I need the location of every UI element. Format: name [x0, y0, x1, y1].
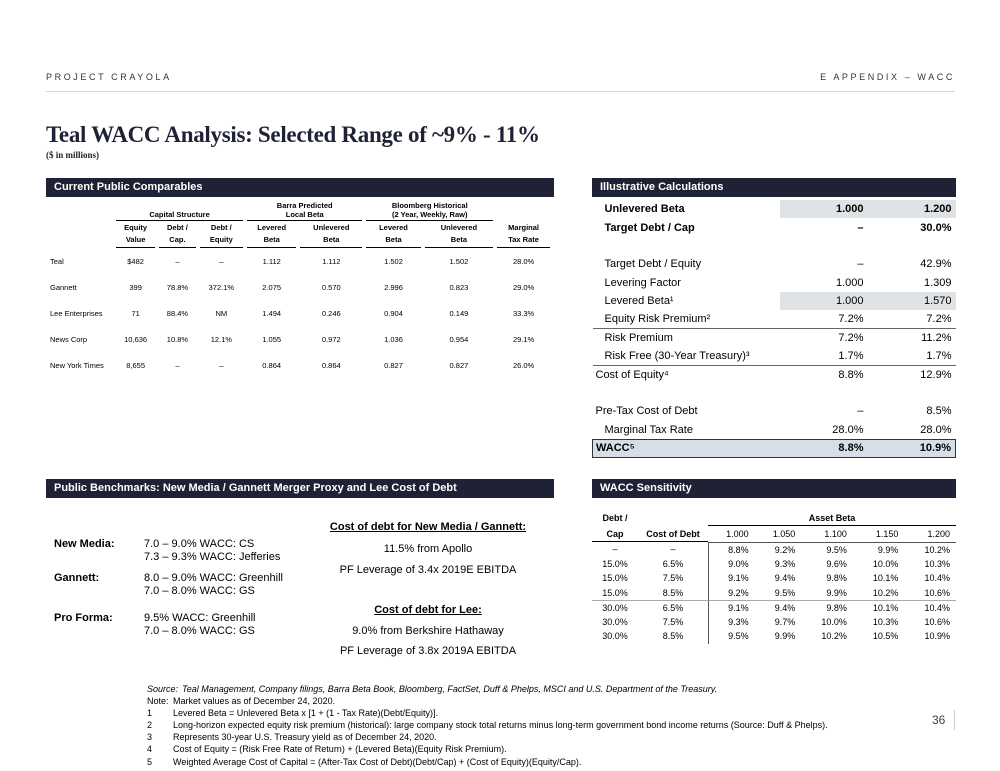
sensitivity-value: 9.8%	[801, 600, 853, 615]
table-row	[50, 300, 550, 326]
footnote: 3 Represents 30-year U.S. Treasury yield as of December 24, 2020.	[147, 732, 437, 743]
sensitivity-value: 9.6%	[826, 558, 847, 569]
company-name: New York Times	[50, 360, 104, 370]
sensitivity-value: 10.1%	[872, 573, 899, 584]
comparables-header: Current Public Comparables	[46, 178, 554, 197]
calc-row	[593, 347, 956, 365]
sensitivity-value: 10.5%	[872, 631, 899, 642]
column-header: Equity Value	[116, 221, 155, 248]
table-cell: 10.8%	[166, 334, 189, 344]
sensitivity-row	[592, 571, 956, 586]
sensitivity-value: 9.5%	[774, 587, 796, 598]
sensitivity-value: 10.0%	[872, 558, 899, 569]
calc-value: 1.7%	[838, 350, 864, 363]
sensitivity-input: 15.0%	[602, 573, 628, 584]
calc-value: 8.8%	[780, 439, 868, 457]
table-row	[50, 326, 550, 352]
table-cell: 0.954	[449, 334, 469, 344]
page-title: Teal WACC Analysis: Selected Range of ~9% - 11%	[46, 122, 540, 147]
calc-row	[593, 218, 956, 236]
sensitivity-input: 6.5%	[662, 558, 684, 569]
table-cell: 399	[129, 282, 142, 292]
sensitivity-row	[592, 600, 956, 615]
sensitivity-value: 10.1%	[853, 600, 905, 615]
column-header: Levered Beta	[247, 221, 296, 248]
calc-label: Risk Free (30-Year Treasury)³	[604, 350, 750, 363]
calc-label: Levered Beta¹	[604, 295, 674, 308]
beta-header: 1.150	[875, 529, 899, 539]
table-cell: NM	[215, 308, 228, 318]
calc-row	[593, 329, 956, 347]
cost-of-debt-line: 9.0% from Berkshire Hathaway	[352, 625, 504, 637]
sensitivity-value: 10.9%	[924, 631, 950, 642]
calc-value: 1.000	[780, 292, 868, 310]
table-cell: $482	[127, 256, 144, 266]
calc-row	[593, 310, 956, 328]
sensitivity-input: 15.0%	[602, 587, 628, 598]
beta-header: 1.200	[927, 529, 950, 539]
sensitivity-value: 9.3%	[708, 615, 755, 630]
benchmark-label: New Media:	[54, 538, 115, 550]
calc-label	[593, 237, 780, 255]
sensitivity-value: 9.9%	[826, 587, 847, 598]
table-cell: 8,655	[126, 360, 145, 370]
calculations-table	[592, 200, 956, 458]
section-label: E APPENDIX – WACC	[820, 72, 955, 82]
table-cell: 0.904	[384, 308, 403, 318]
table-cell: 88.4%	[166, 308, 189, 318]
sensitivity-row	[592, 542, 956, 557]
beta-header: 1.000	[726, 529, 749, 539]
calc-value: –	[857, 221, 864, 234]
sensitivity-value: 10.3%	[924, 558, 950, 569]
sensitivity-value: 9.9%	[774, 631, 796, 642]
col-debt-cap: Cap	[592, 526, 638, 542]
calc-value: 30.0%	[920, 221, 952, 234]
calc-label: Target Debt / Cap	[604, 221, 695, 234]
sensitivity-input: 7.5%	[662, 573, 684, 584]
calc-label: Cost of Equity⁴	[593, 366, 780, 384]
sensitivity-input: –	[670, 544, 676, 555]
calc-value: 1.570	[868, 292, 956, 310]
sensitivity-value: 9.9%	[853, 542, 905, 557]
cost-of-debt-heading: Cost of debt for New Media / Gannett:	[329, 521, 527, 533]
table-cell: 1.502	[384, 256, 403, 266]
calc-value: 11.2%	[868, 329, 956, 347]
table-cell: 29.1%	[512, 334, 535, 344]
table-cell: 0.823	[449, 282, 469, 292]
calc-row	[593, 292, 956, 310]
col-debt-cap-top: Debt /	[602, 513, 628, 523]
table-cell: 0.864	[262, 360, 282, 370]
table-cell: 1.112	[322, 256, 341, 266]
calc-row	[593, 439, 956, 457]
benchmarks-header: Public Benchmarks: New Media / Gannett Merger Proxy and Lee Cost of Debt	[46, 479, 554, 498]
calc-value: –	[857, 405, 864, 418]
calc-row	[593, 384, 956, 402]
calc-label: WACC⁵	[593, 439, 780, 457]
footnote: 2 Long-horizon expected equity risk premium (historical): large company stock total returns minus long-term government bond income returns (Source: Duff & Phelps).	[147, 720, 828, 731]
benchmark-text: 8.0 – 9.0% WACC: Greenhill 7.0 – 8.0% WACC: GS	[144, 572, 283, 597]
calc-value: 1.200	[868, 200, 956, 218]
top-bar	[46, 72, 955, 92]
sensitivity-table	[592, 510, 956, 644]
page-number: 36	[932, 713, 946, 727]
company-name: News Corp	[50, 334, 88, 344]
sensitivity-input: 8.5%	[662, 587, 684, 598]
group-bloomberg: Bloomberg Historical (2 Year, Weekly, Raw)	[366, 200, 493, 221]
sensitivity-value: 10.0%	[821, 616, 847, 627]
sensitivity-input: 7.5%	[662, 616, 684, 627]
sensitivity-input: 6.5%	[638, 600, 708, 615]
calc-value: 12.9%	[868, 366, 956, 384]
column-header: Levered Beta	[366, 221, 420, 248]
calc-row	[593, 402, 956, 420]
calc-label: Target Debt / Equity	[604, 258, 702, 271]
sensitivity-row	[592, 557, 956, 572]
calc-row	[593, 274, 956, 292]
benchmark-label: Pro Forma:	[54, 612, 113, 624]
calc-value: 8.5%	[926, 405, 952, 418]
table-cell: 12.1%	[210, 334, 232, 344]
calc-label: Pre-Tax Cost of Debt	[595, 405, 698, 418]
sensitivity-value: 10.2%	[821, 631, 847, 642]
calc-value: 7.2%	[926, 313, 952, 326]
calc-label	[593, 384, 780, 402]
project-name: PROJECT CRAYOLA	[46, 72, 172, 82]
group-asset-beta: Asset Beta	[708, 510, 956, 526]
table-cell: 1.502	[449, 256, 469, 266]
source-note: Source: Teal Management, Company filings, Barra Beta Book, Bloomberg, FactSet, Duff & Phelps, MSCI and U.S. Department of the Treasury.	[147, 684, 718, 694]
sensitivity-input: 30.0%	[592, 600, 638, 615]
calc-value: 7.2%	[780, 329, 868, 347]
cost-of-debt-line: PF Leverage of 3.8x 2019A EBITDA	[339, 645, 517, 657]
footnote: Note: Market values as of December 24, 2020.	[147, 696, 336, 707]
table-cell: 2.996	[384, 282, 403, 292]
group-barra: Barra Predicted Local Beta	[247, 200, 362, 221]
calc-value: 28.0%	[920, 423, 952, 436]
sensitivity-value: 9.4%	[755, 600, 802, 615]
table-cell: 0.827	[384, 360, 403, 370]
sensitivity-value: 9.2%	[755, 542, 802, 557]
table-cell: 0.827	[449, 360, 469, 370]
table-cell: 0.149	[449, 308, 469, 318]
calc-value: 1.7%	[926, 350, 952, 363]
sensitivity-input: 8.5%	[662, 631, 684, 642]
table-cell: 1.036	[384, 334, 403, 344]
group-capital-structure: Capital Structure	[116, 200, 243, 221]
calc-row	[593, 366, 956, 384]
table-cell: 28.0%	[512, 256, 535, 266]
sensitivity-input: 30.0%	[602, 616, 628, 627]
table-cell: 26.0%	[512, 360, 535, 370]
calc-value: 7.2%	[838, 313, 864, 326]
table-cell: 78.8%	[166, 282, 189, 292]
table-row	[50, 274, 550, 300]
calc-value: 1.309	[923, 276, 952, 289]
calc-row	[593, 237, 956, 255]
sensitivity-input: –	[612, 544, 618, 555]
table-cell: –	[219, 360, 224, 370]
column-header: Unlevered Beta	[300, 221, 362, 248]
column-header: Marginal Tax Rate	[497, 221, 550, 248]
sensitivity-row	[592, 586, 956, 601]
table-cell: 1.055	[262, 334, 282, 344]
table-row	[50, 352, 550, 378]
table-cell: 10,636	[124, 334, 148, 344]
table-cell: 1.494	[262, 308, 282, 318]
calc-value	[868, 237, 956, 255]
beta-header: 1.100	[824, 529, 847, 539]
calc-row	[593, 255, 956, 273]
comparables-table	[46, 200, 554, 378]
calc-value: 1.000	[780, 200, 868, 218]
sensitivity-value: 9.1%	[708, 571, 755, 586]
beta-header: 1.050	[772, 529, 796, 539]
sensitivity-value: 9.5%	[801, 542, 853, 557]
sensitivity-value: 10.4%	[904, 600, 956, 615]
calc-value	[780, 237, 868, 255]
benchmark-label: Gannett:	[54, 572, 100, 584]
calc-row	[593, 421, 956, 439]
footnote: 4 Cost of Equity = (Risk Free Rate of Return) + (Levered Beta)(Equity Risk Premium).	[147, 744, 507, 755]
calc-label: Marginal Tax Rate	[604, 423, 693, 436]
table-cell: –	[219, 256, 224, 266]
calc-value: 28.0%	[832, 423, 864, 436]
table-cell: 33.3%	[512, 308, 535, 318]
sensitivity-row	[592, 615, 956, 630]
calc-label: Risk Premium	[593, 329, 780, 347]
table-cell: 372.1%	[208, 282, 235, 292]
table-cell: 29.0%	[512, 282, 535, 292]
sensitivity-row	[592, 629, 956, 644]
calc-value: –	[857, 258, 864, 271]
sensitivity-value: 9.8%	[826, 573, 847, 584]
sensitivity-input: 15.0%	[602, 558, 628, 569]
sensitivity-value: 10.2%	[872, 587, 899, 598]
sensitivity-value: 9.2%	[708, 586, 755, 601]
calculations-header: Illustrative Calculations	[592, 178, 956, 197]
benchmark-text: 9.5% WACC: Greenhill 7.0 – 8.0% WACC: GS	[144, 612, 256, 637]
sensitivity-value: 10.6%	[924, 616, 950, 627]
footnote: 1 Levered Beta = Unlevered Beta x [1 + (1 - Tax Rate)(Debt/Equity)].	[147, 708, 438, 719]
cost-of-debt-line: 11.5% from Apollo	[383, 543, 473, 555]
table-cell: –	[175, 256, 180, 266]
calc-value: 42.9%	[920, 258, 952, 271]
page-divider	[954, 710, 955, 730]
table-cell: 2.075	[262, 282, 282, 292]
table-cell: 0.246	[321, 308, 341, 318]
table-cell: 71	[131, 308, 140, 318]
sensitivity-value: 10.4%	[924, 573, 950, 584]
sensitivity-value: 9.1%	[708, 600, 755, 615]
sensitivity-input: 30.0%	[602, 631, 628, 642]
column-header: Debt / Cap.	[159, 221, 195, 248]
sensitivity-value: 9.4%	[774, 573, 796, 584]
sensitivity-value: 10.6%	[924, 587, 950, 598]
calc-label: Equity Risk Premium²	[604, 313, 711, 326]
calc-value	[868, 384, 956, 402]
calc-label: Levering Factor	[604, 276, 681, 289]
table-cell: 0.570	[321, 282, 341, 292]
column-header: Debt / Equity	[200, 221, 243, 248]
sensitivity-value: 9.0%	[708, 557, 755, 572]
table-cell: 0.864	[321, 360, 341, 370]
footnote: 5 Weighted Average Cost of Capital = (After-Tax Cost of Debt)(Debt/Cap) + (Cost of Equity)(Equity/Cap).	[147, 756, 582, 767]
benchmark-text: 7.0 – 9.0% WACC: CS 7.3 – 9.3% WACC: Jefferies	[144, 538, 281, 563]
calc-value	[780, 384, 868, 402]
sensitivity-value: 9.3%	[774, 558, 796, 569]
calc-value: 10.9%	[868, 439, 956, 457]
company-name: Gannett	[50, 282, 77, 292]
table-cell: 0.972	[321, 334, 341, 344]
page-subtitle: ($ in millions)	[46, 150, 100, 160]
cost-of-debt-heading: Cost of debt for Lee:	[374, 604, 482, 616]
column-header: Unlevered Beta	[425, 221, 494, 248]
calc-value: 1.000	[835, 276, 864, 289]
table-row	[50, 248, 550, 274]
sensitivity-value: 9.7%	[774, 616, 796, 627]
company-name: Teal	[50, 256, 64, 266]
sensitivity-header: WACC Sensitivity	[592, 479, 956, 498]
cost-of-debt-line: PF Leverage of 3.4x 2019E EBITDA	[339, 564, 517, 576]
calc-value: 8.8%	[780, 366, 868, 384]
sensitivity-value: 9.5%	[708, 629, 755, 644]
footnotes	[147, 683, 828, 768]
sensitivity-value: 8.8%	[708, 542, 755, 557]
sensitivity-value: 10.2%	[904, 542, 956, 557]
col-cost-of-debt: Cost of Debt	[638, 526, 708, 542]
calc-label: Unlevered Beta	[604, 203, 685, 216]
calc-row	[593, 200, 956, 218]
table-cell: 1.112	[262, 256, 281, 266]
table-cell: –	[175, 360, 180, 370]
company-name: Lee Enterprises	[50, 308, 103, 318]
sensitivity-value: 10.3%	[872, 616, 899, 627]
